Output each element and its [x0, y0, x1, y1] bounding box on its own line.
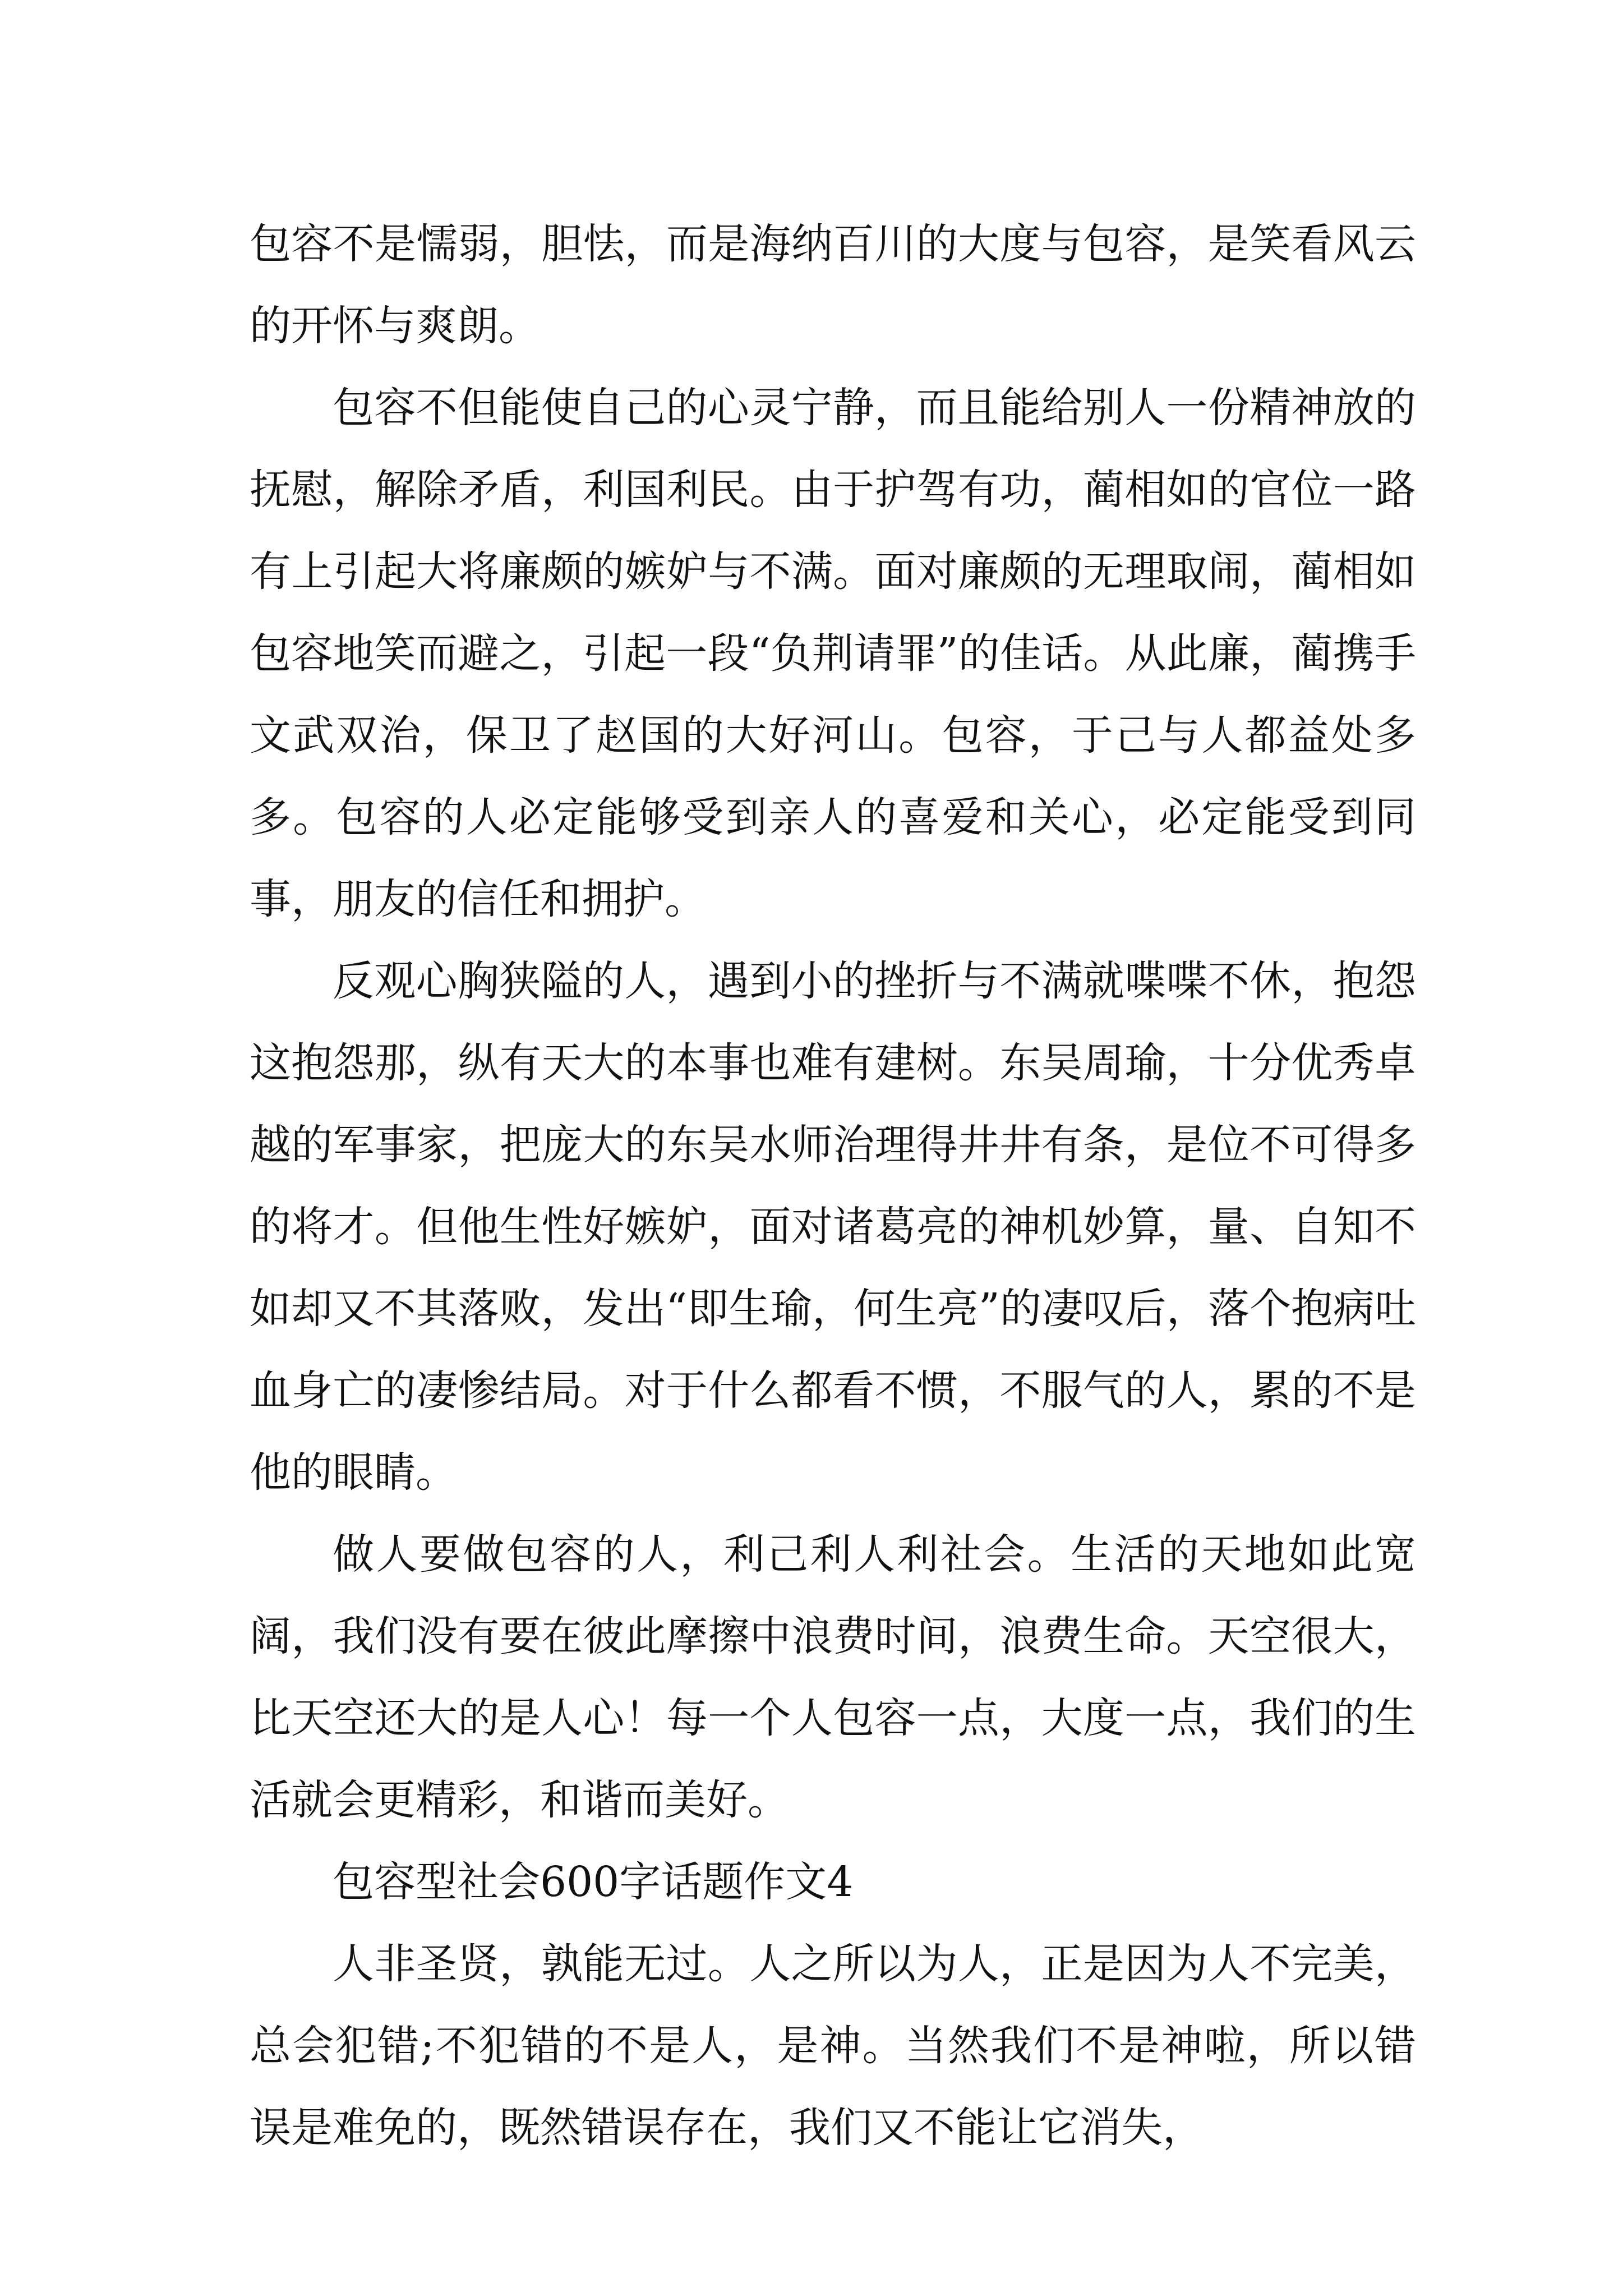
paragraph: 包容不但能使自己的心灵宁静，而且能给别人一份精神放的抚慰，解除矛盾，利国利民。由于护驾有功，蔺相如的官位一路有上引起大将廉颇的嫉妒与不满。面对廉颇的无理取闹，蔺相如包容地笑而避之，引起一段“负荆请罪”的佳话。从此廉，蔺携手文武双治，保卫了赵国的大好河山。包容，于己与人都益处多多。包容的人必定能够受到亲人的喜爱和关心，必定能受到同事，朋友的信任和拥护。	[250, 384, 1416, 923]
document-body	[250, 203, 1416, 2169]
paragraph: 人非圣贤，孰能无过。人之所以为人，正是因为人不完美，总会犯错;不犯错的不是人，是神。当然我们不是神啦，所以错误是难免的，既然错误存在，我们又不能让它消失，	[250, 1940, 1416, 2152]
paragraph: 反观心胸狭隘的人，遇到小的挫折与不满就喋喋不休，抱怨这抱怨那，纵有天大的本事也难有建树。东吴周瑜，十分优秀卓越的军事家，把庞大的东吴水师治理得井井有条，是位不可得多的将才。但他生性好嫉妒，面对诸葛亮的神机妙算，量、自知不如却又不其落败，发出“即生瑜，何生亮”的凄叹后，落个抱病吐血身亡的凄惨结局。对于什么都看不惯，不服气的人，累的不是他的眼睛。	[250, 957, 1416, 1497]
section-heading: 包容型社会600字话题作文4	[333, 1858, 854, 1906]
paragraph: 包容不是懦弱，胆怯，而是海纳百川的大度与包容，是笑看风云的开怀与爽朗。	[250, 220, 1416, 350]
paragraph: 做人要做包容的人，利己利人利社会。生活的天地如此宽阔，我们没有要在彼此摩擦中浪费时间，浪费生命。天空很大，比天空还大的是人心！每一个人包容一点，大度一点，我们的生活就会更精彩，和谐而美好。	[250, 1530, 1416, 1824]
